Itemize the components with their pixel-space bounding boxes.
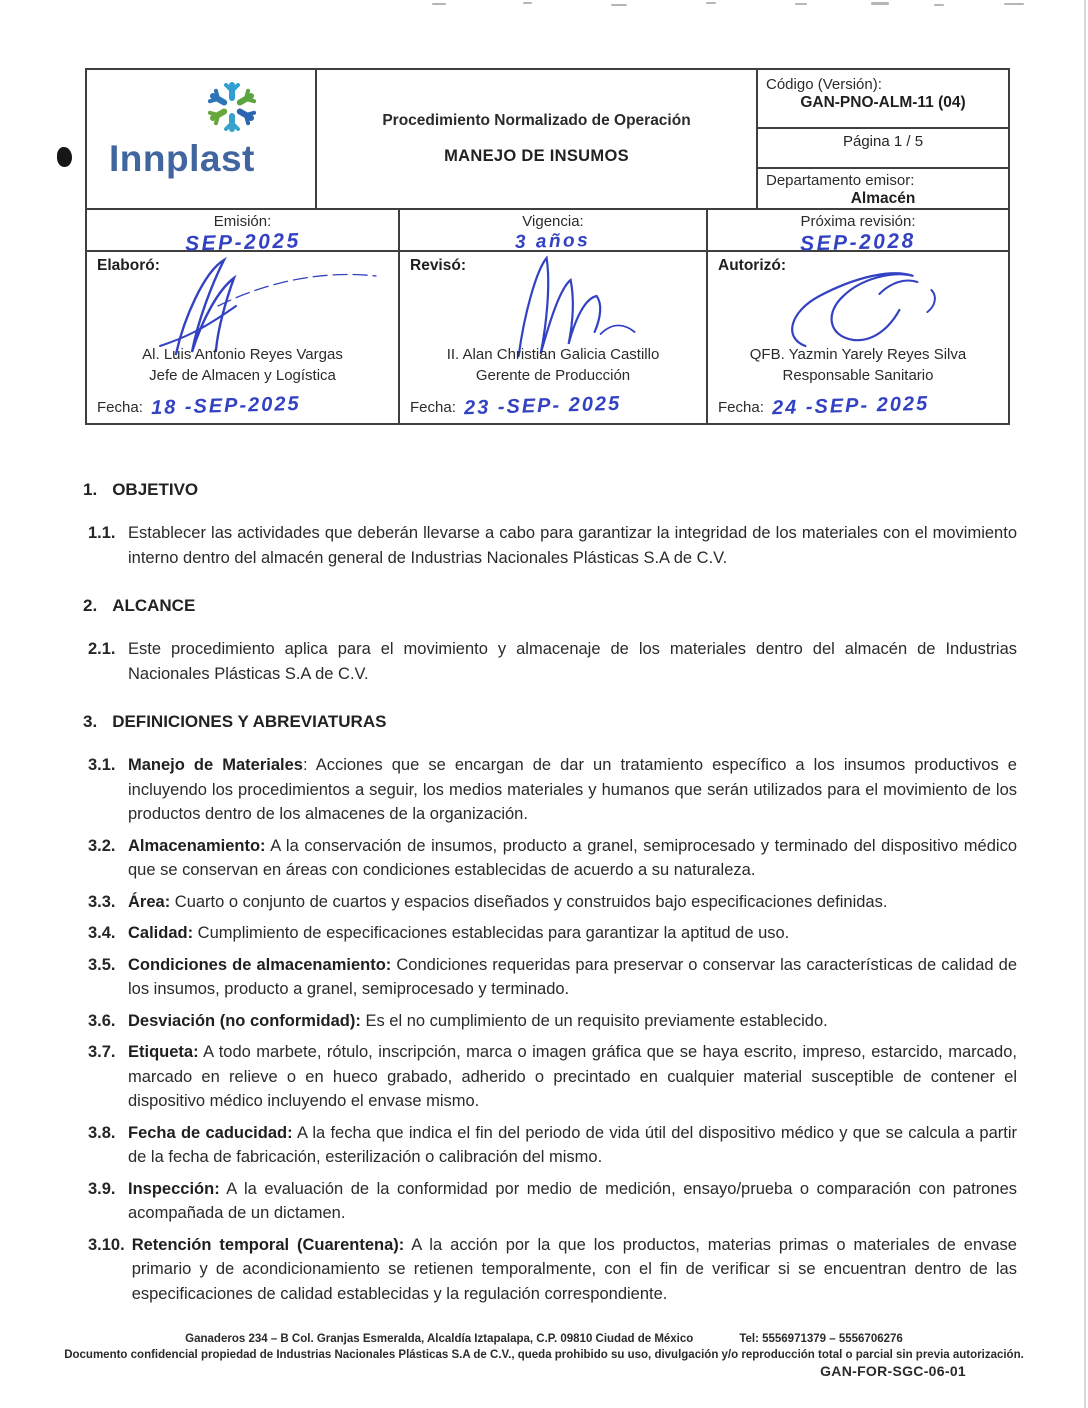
- logo-wordmark: Innplast: [109, 138, 255, 179]
- vigencia-label: Vigencia:: [522, 213, 584, 230]
- clause-number: 3.8.: [88, 1123, 116, 1142]
- section-number: 3.: [83, 712, 98, 731]
- section-title: OBJETIVO: [112, 480, 199, 499]
- section-title: ALCANCE: [112, 596, 196, 615]
- clause-number: 3.10.: [88, 1235, 125, 1254]
- autorizo-title: Responsable Sanitario: [782, 366, 934, 384]
- clause-3-9: [75, 1177, 1017, 1226]
- elaboro-name: Al. Luis Antonio Reyes Vargas: [142, 346, 343, 363]
- scan-speck: [432, 3, 446, 5]
- clause-text: Condiciones de almacenamiento: Condiciones requeridas para preservar o conservar las características de calidad de los insumos, producto a granel, semiprocesado y terminado.: [128, 955, 1018, 998]
- autorizo-cell: [708, 252, 1008, 423]
- codigo-label: Código (Versión):: [766, 76, 882, 93]
- clause-text: Manejo de Materiales: Acciones que se encargan de dar un tratamiento específico a los insumos productivos e incluyendo los procedimientos a seguir, los medios materiales y humanos que serán utilizados para el movimiento de los productos dentro de los almacenes de la organización.: [128, 756, 1017, 823]
- clause-number: 3.7.: [88, 1043, 116, 1061]
- clause-3-6: [75, 1009, 1017, 1034]
- clause-text: Calidad: Cumplimiento de especificaciones establecidas para garantizar la aptitud de uso.: [128, 924, 790, 942]
- clause-number: 3.1.: [88, 756, 116, 774]
- departamento-value: Almacén: [850, 190, 916, 207]
- clause-3-5: [75, 953, 1017, 1002]
- clause-number: 3.2.: [88, 836, 116, 855]
- clause-2-1: [75, 637, 1017, 686]
- reviso-fecha: [410, 392, 622, 420]
- autorizo-name-block: [718, 345, 998, 386]
- emision-label: Emisión:: [213, 213, 272, 230]
- clause-3-1: [75, 753, 1017, 827]
- elaboro-label: Elaboró:: [97, 257, 160, 274]
- footer-address: Ganaderos 234 – B Col. Granjas Esmeralda, Alcaldía Iztapalapa, C.P. 09810 Ciudad de México: [185, 1333, 694, 1345]
- scan-speck: [871, 2, 889, 5]
- scan-speck: [795, 3, 807, 5]
- autorizo-label: Autorizó:: [718, 257, 787, 274]
- document-header-table: [85, 68, 1010, 425]
- departamento-box: [758, 169, 1008, 208]
- scan-speck: [934, 4, 944, 6]
- logo-cell: [87, 70, 317, 208]
- clause-text: Almacenamiento: A la conservación de insumos, producto a granel, semiprocesado y terminado del dispositivo médico que se conservan en áreas con condiciones establecidas de acuerdo a su naturaleza.: [128, 836, 1017, 879]
- clause-text: Retención temporal (Cuarentena): A la acción por la que los productos, materias primas o materiales de envase primario y de acondicionamiento se retienen temporalmente, con el fin de verificar si se encuentran dentro de las especificaciones de calidad establecidas y la regulación correspondiente.: [131, 1235, 1017, 1303]
- elaboro-fecha: [97, 392, 301, 420]
- page-indicator: Página 1 / 5: [758, 129, 1008, 169]
- clause-text: Área: Cuarto o conjunto de cuartos y espacios diseñados y construidos bajo especificaciones definidas.: [128, 892, 888, 911]
- footer-tel: Tel: 5556971379 – 5556706276: [739, 1333, 903, 1345]
- section-number: 1.: [83, 480, 98, 499]
- proxima-revision-cell: [708, 210, 1008, 256]
- fecha-label: Fecha:: [410, 399, 456, 416]
- clause-number: 3.9.: [88, 1179, 116, 1198]
- clause-text: Etiqueta: A todo marbete, rótulo, inscripción, marca o imagen gráfica que se haya escrito, impreso, estarcido, marcado, marcado en relieve o en hueco grabado, adherido o precintado en cualquier material susceptible de contener el dispositivo médico incluyendo el envase mismo.: [128, 1043, 1017, 1110]
- clause-number: 3.5.: [88, 955, 116, 974]
- scan-speck: [706, 2, 716, 4]
- snowflake-logo-icon: [205, 80, 259, 134]
- clause-number: 3.6.: [88, 1011, 116, 1030]
- section-title: DEFINICIONES Y ABREVIATURAS: [112, 712, 387, 731]
- reviso-title: Gerente de Producción: [475, 366, 631, 384]
- clause-text: Inspección: A la evaluación de la conformidad por medio de medición, ensayo/prueba o comparación con patrones acompañada de un dictamen.: [128, 1179, 1017, 1222]
- clause-number: 3.4.: [88, 924, 116, 942]
- elaboro-fecha-handwritten: 18 -SEP-2025: [150, 392, 301, 420]
- section-heading-alcance: [83, 596, 1017, 616]
- clause-text: Desviación (no conformidad): Es el no cumplimiento de un requisito previamente establecido.: [128, 1011, 828, 1030]
- clause-3-8: [75, 1121, 1017, 1170]
- reviso-name-block: [410, 345, 696, 386]
- clause-number: 3.3.: [88, 892, 116, 911]
- clause-number: 2.1.: [88, 640, 116, 658]
- autorizo-fecha: [718, 392, 930, 420]
- footer-address-line: [0, 1332, 1088, 1348]
- clause-3-2: [75, 834, 1017, 883]
- info-cell: [758, 70, 1008, 208]
- codigo-value: GAN-PNO-ALM-11 (04): [800, 94, 966, 111]
- reviso-name: II. Alan Christian Galicia Castillo: [446, 346, 660, 363]
- fecha-label: Fecha:: [718, 399, 764, 416]
- clause-3-4: [75, 921, 1017, 946]
- emision-handwritten-value: SEP-2025: [184, 229, 301, 256]
- section-heading-objetivo: [83, 480, 1017, 500]
- document-body: [75, 470, 1017, 1313]
- elaboro-cell: [87, 252, 400, 423]
- page-footer: [0, 1332, 1088, 1379]
- autorizo-name: QFB. Yazmin Yarely Reyes Silva: [749, 346, 967, 363]
- reviso-cell: [400, 252, 708, 423]
- section-heading-definiciones: [83, 712, 1017, 732]
- elaboro-name-block: [97, 345, 388, 386]
- footer-confidential: Documento confidencial propiedad de Industrias Nacionales Plásticas S.A de C.V., queda prohibido su uso, divulgación y/o reproducción total o parcial sin previa autorización.: [64, 1348, 1024, 1361]
- emision-cell: [87, 210, 400, 256]
- elaboro-title: Jefe de Almacen y Logística: [149, 366, 336, 384]
- clause-number: 1.1.: [88, 524, 116, 542]
- codigo-box: [758, 70, 1008, 129]
- autorizo-fecha-handwritten: 24 -SEP- 2025: [771, 392, 930, 420]
- clause-1-1: [75, 521, 1017, 570]
- clause-text: Fecha de caducidad: A la fecha que indica el fin del periodo de vida útil del dispositivo médico y que se calcula a partir de la fecha de fabricación, esterilización o calibración del mismo.: [128, 1123, 1017, 1166]
- clause-3-10: [75, 1233, 1017, 1307]
- scan-speck: [1004, 3, 1024, 5]
- scan-ink-blob: [57, 147, 72, 167]
- clause-3-7: [75, 1040, 1017, 1114]
- clause-text: Este procedimiento aplica para el movimiento y almacenaje de los materiales dentro del almacén de Industrias Nacionales Plásticas S.A de C.V.: [128, 640, 1017, 683]
- fecha-label: Fecha:: [97, 399, 143, 416]
- departamento-label: Departamento emisor:: [766, 172, 915, 189]
- footer-form-code: GAN-FOR-SGC-06-01: [820, 1363, 966, 1379]
- proxima-revision-handwritten-value: SEP-2028: [799, 229, 917, 256]
- clause-text: Establecer las actividades que deberán llevarse a cabo para garantizar la integridad de los materiales con el movimiento interno dentro del almacén general de Industrias Nacionales Plásticas S.A de C.V.: [128, 524, 1017, 567]
- reviso-fecha-handwritten: 23 -SEP- 2025: [463, 392, 622, 420]
- scan-edge-line: [1084, 0, 1086, 1408]
- document-type: Procedimiento Normalizado de Operación: [382, 112, 691, 129]
- section-number: 2.: [83, 596, 98, 615]
- scan-speck: [523, 2, 532, 4]
- reviso-label: Revisó:: [410, 257, 466, 274]
- proxima-revision-label: Próxima revisión:: [800, 213, 916, 230]
- scan-speck: [611, 4, 627, 6]
- vigencia-cell: [400, 210, 708, 254]
- document-title: MANEJO DE INSUMOS: [444, 147, 629, 165]
- clause-3-3: [75, 890, 1017, 915]
- title-cell: [317, 70, 758, 208]
- vigencia-handwritten-value: 3 años: [515, 229, 591, 254]
